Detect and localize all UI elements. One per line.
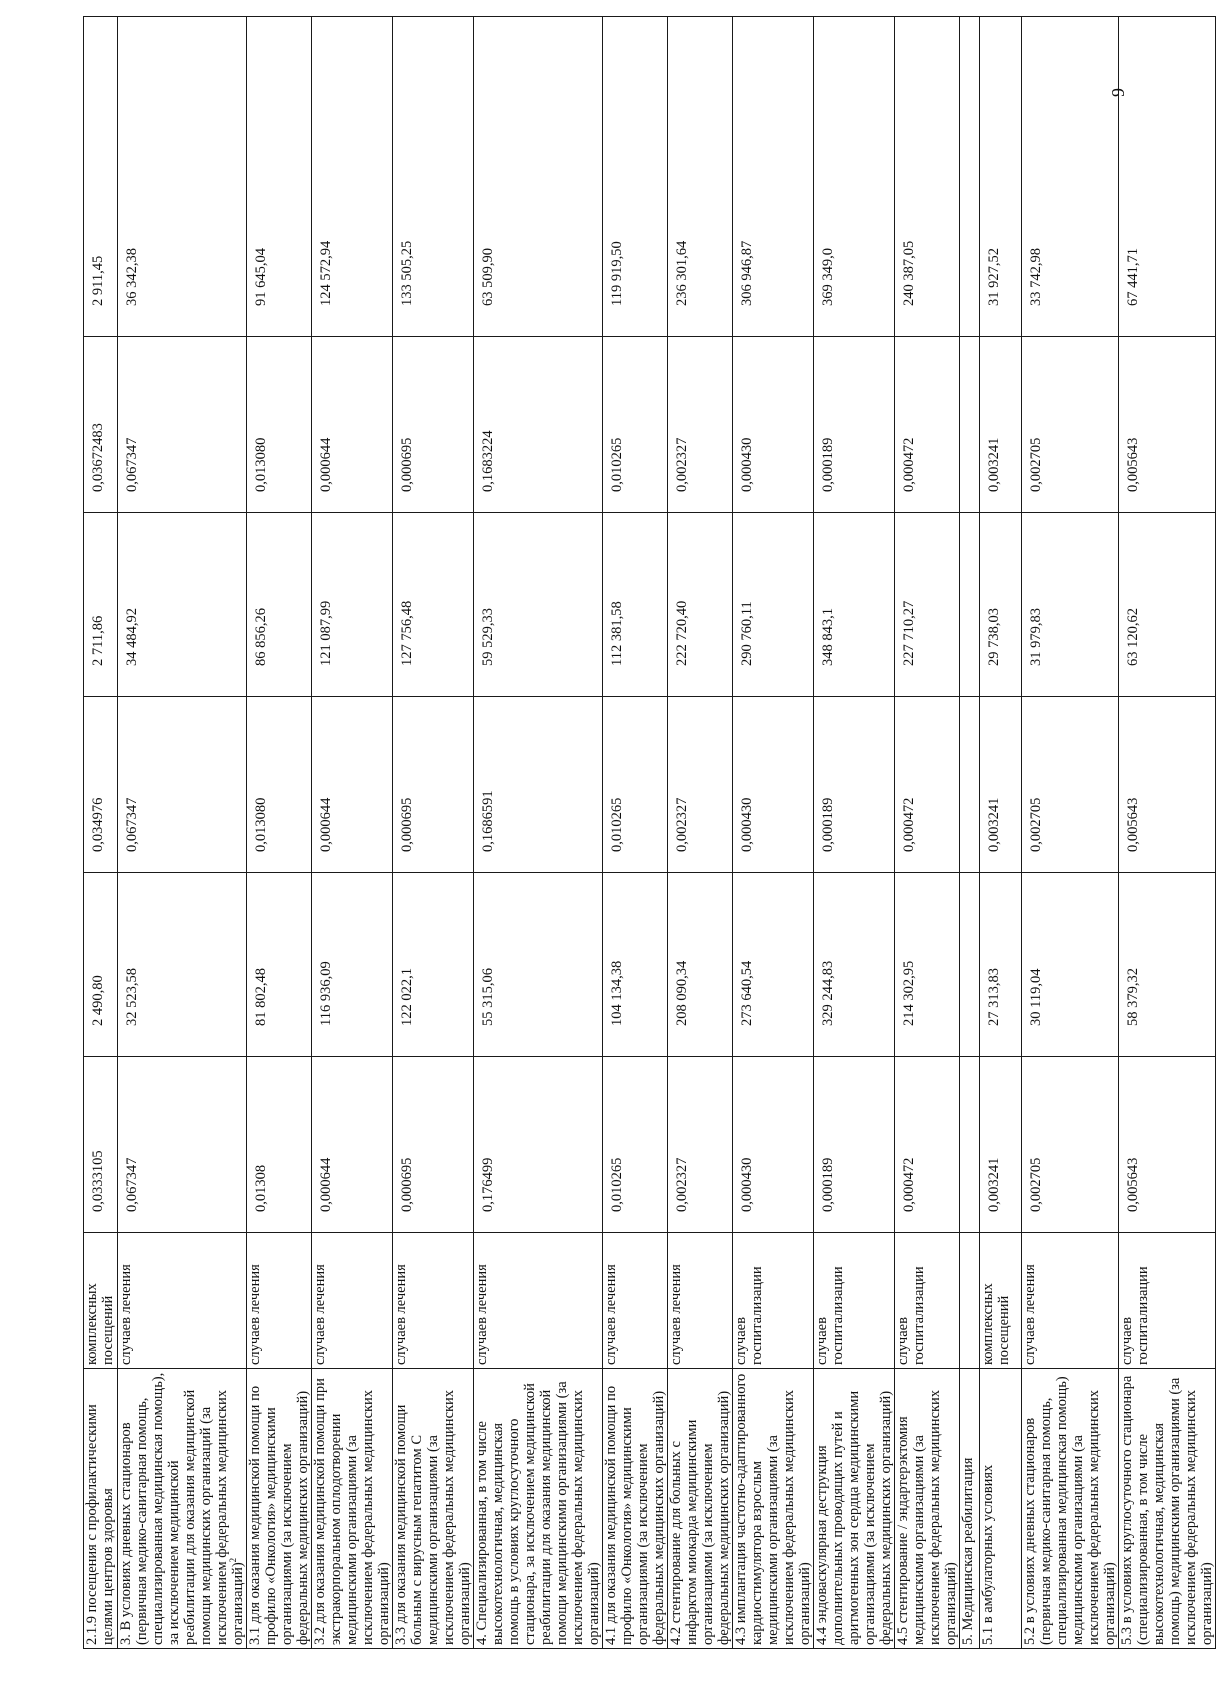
value-cell: 127 756,48 bbox=[393, 513, 474, 697]
value-cell: 0,000695 bbox=[393, 1057, 474, 1233]
value-cell bbox=[960, 697, 980, 873]
value-cell: 81 802,48 bbox=[247, 873, 312, 1057]
value-cell: 0,067347 bbox=[118, 337, 247, 513]
value-cell: 240 387,05 bbox=[895, 17, 960, 337]
value-cell: 0,000189 bbox=[814, 697, 895, 873]
value-cell bbox=[960, 873, 980, 1057]
table-row bbox=[1119, 17, 1216, 1649]
row-label: 3.3 для оказания медицинской помощи больным с вирусным гепатитом С медицинскими организациями (за исключением федеральных медицинских организаций) bbox=[393, 1369, 474, 1649]
row-label: 3.1 для оказания медицинской помощи по профилю «Онкология» медицинскими организациями (за исключением федеральных медицинских организаций) bbox=[247, 1369, 312, 1649]
unit-cell: случаев госпитализации bbox=[1119, 1233, 1216, 1369]
value-cell: 116 936,09 bbox=[312, 873, 393, 1057]
value-cell: 329 244,83 bbox=[814, 873, 895, 1057]
row-label: 5.1 в амбулаторных условиях bbox=[980, 1369, 1022, 1649]
value-cell: 0,002327 bbox=[668, 337, 733, 513]
value-cell: 0,000472 bbox=[895, 697, 960, 873]
value-cell: 27 313,83 bbox=[980, 873, 1022, 1057]
value-cell: 0,002327 bbox=[668, 1057, 733, 1233]
value-cell: 0,013080 bbox=[247, 697, 312, 873]
table-row bbox=[312, 17, 393, 1649]
value-cell: 33 742,98 bbox=[1022, 17, 1119, 337]
value-cell: 0,005643 bbox=[1119, 1057, 1216, 1233]
unit-cell: случаев лечения bbox=[474, 1233, 603, 1369]
row-label: 4.5 стентирование / эндартерэктомия медицинскими организациями (за исключением федеральных медицинских организаций) bbox=[895, 1369, 960, 1649]
value-cell: 236 301,64 bbox=[668, 17, 733, 337]
table-row bbox=[474, 17, 603, 1649]
value-cell: 86 856,26 bbox=[247, 513, 312, 697]
table-row bbox=[814, 17, 895, 1649]
value-cell: 119 919,50 bbox=[603, 17, 668, 337]
table-row bbox=[668, 17, 733, 1649]
value-cell: 0,002705 bbox=[1022, 1057, 1119, 1233]
table-row bbox=[118, 17, 247, 1649]
value-cell: 273 640,54 bbox=[733, 873, 814, 1057]
row-label: 4.4 эндоваскулярная деструкция дополнительных проводящих путей и аритмогенных зон сердца медицинскими организациями (за исключением федеральных медицинских организаций) bbox=[814, 1369, 895, 1649]
value-cell: 0,000472 bbox=[895, 337, 960, 513]
unit-cell: случаев лечения bbox=[1022, 1233, 1119, 1369]
unit-cell: случаев госпитализации bbox=[733, 1233, 814, 1369]
row-label: 3. В условиях дневных стационаров (первичная медико-санитарная помощь, специализированная медицинская помощь), за исключением медицинской реабилитации для оказания медицинской помощи медицинских организаций (за исключением федеральных медицинских организаций)$^2$ bbox=[118, 1369, 247, 1649]
value-cell: 0,000695 bbox=[393, 697, 474, 873]
table-row bbox=[895, 17, 960, 1649]
value-cell: 0,002327 bbox=[668, 697, 733, 873]
value-cell: 0,01308 bbox=[247, 1057, 312, 1233]
value-cell: 58 379,32 bbox=[1119, 873, 1216, 1057]
row-label: 2.1.9 посещения с профилактическими целями центров здоровья bbox=[84, 1369, 118, 1649]
value-cell: 59 529,33 bbox=[474, 513, 603, 697]
table-row bbox=[980, 17, 1022, 1649]
value-cell: 63 120,62 bbox=[1119, 513, 1216, 697]
value-cell: 0,067347 bbox=[118, 697, 247, 873]
row-label: 4.2 стентирование для больных с инфарктом миокарда медицинскими организациями (за исключением федеральных медицинских организаций) bbox=[668, 1369, 733, 1649]
value-cell: 0,000695 bbox=[393, 337, 474, 513]
value-cell: 29 738,03 bbox=[980, 513, 1022, 697]
row-label: 4.1 для оказания медицинской помощи по профилю «Онкология» медицинскими организациями (за исключением федеральных медицинских организаций) bbox=[603, 1369, 668, 1649]
value-cell: 0,000189 bbox=[814, 337, 895, 513]
row-label: 4.3 имплантация частотно-адаптированного кардиостимулятора взрослым медицинскими организациями (за исключением федеральных медицинских организаций) bbox=[733, 1369, 814, 1649]
value-cell: 0,003241 bbox=[980, 697, 1022, 873]
value-cell: 0,034976 bbox=[84, 697, 118, 873]
value-cell: 67 441,71 bbox=[1119, 17, 1216, 337]
row-label: 3.2 для оказания медицинской помощи при экстракорпоральном оплодотворении медицинскими организациями (за исключением федеральных медицинских организаций) bbox=[312, 1369, 393, 1649]
value-cell: 32 523,58 bbox=[118, 873, 247, 1057]
value-cell: 0,0333105 bbox=[84, 1057, 118, 1233]
value-cell: 348 843,1 bbox=[814, 513, 895, 697]
value-cell: 36 342,38 bbox=[118, 17, 247, 337]
table-row bbox=[960, 17, 980, 1649]
value-cell: 31 927,52 bbox=[980, 17, 1022, 337]
value-cell: 30 119,04 bbox=[1022, 873, 1119, 1057]
value-cell: 208 090,34 bbox=[668, 873, 733, 1057]
value-cell: 2 711,86 bbox=[84, 513, 118, 697]
value-cell: 124 572,94 bbox=[312, 17, 393, 337]
unit-cell: случаев лечения bbox=[312, 1233, 393, 1369]
value-cell: 91 645,04 bbox=[247, 17, 312, 337]
value-cell: 0,003241 bbox=[980, 337, 1022, 513]
value-cell: 0,000644 bbox=[312, 697, 393, 873]
unit-cell: случаев лечения bbox=[247, 1233, 312, 1369]
value-cell: 0,005643 bbox=[1119, 337, 1216, 513]
value-cell: 121 087,99 bbox=[312, 513, 393, 697]
value-cell: 0,002705 bbox=[1022, 697, 1119, 873]
value-cell: 306 946,87 bbox=[733, 17, 814, 337]
value-cell: 0,013080 bbox=[247, 337, 312, 513]
row-label: 5.2 в условиях дневных стационаров (первичная медико-санитарная помощь, специализированная медицинская помощь) медицинскими организациями (за исключением федеральных медицинских организаций) bbox=[1022, 1369, 1119, 1649]
value-cell: 2 490,80 bbox=[84, 873, 118, 1057]
value-cell: 2 911,45 bbox=[84, 17, 118, 337]
table-row bbox=[603, 17, 668, 1649]
value-cell: 55 315,06 bbox=[474, 873, 603, 1057]
value-cell: 0,000430 bbox=[733, 337, 814, 513]
unit-cell: случаев лечения bbox=[603, 1233, 668, 1369]
value-cell: 104 134,38 bbox=[603, 873, 668, 1057]
value-cell bbox=[960, 513, 980, 697]
normatives-table bbox=[83, 16, 1216, 1649]
value-cell: 290 760,11 bbox=[733, 513, 814, 697]
unit-cell: случаев лечения bbox=[118, 1233, 247, 1369]
unit-cell: случаев госпитализации bbox=[814, 1233, 895, 1369]
table-row bbox=[733, 17, 814, 1649]
value-cell: 0,067347 bbox=[118, 1057, 247, 1233]
value-cell: 227 710,27 bbox=[895, 513, 960, 697]
footnote-ref: 2 bbox=[228, 1557, 239, 1563]
value-cell: 63 509,90 bbox=[474, 17, 603, 337]
value-cell: 214 302,95 bbox=[895, 873, 960, 1057]
table-row bbox=[393, 17, 474, 1649]
table-row bbox=[247, 17, 312, 1649]
value-cell: 0,000430 bbox=[733, 1057, 814, 1233]
value-cell: 0,010265 bbox=[603, 337, 668, 513]
value-cell: 222 720,40 bbox=[668, 513, 733, 697]
row-label: 5. Медицинская реабилитация bbox=[960, 1369, 980, 1649]
row-label: 5.3 в условиях круглосуточного стационара (специализированная, в том числе высокотехнологичная, медицинская помощь) медицинскими организациями (за исключением федеральных медицинских организаций) bbox=[1119, 1369, 1216, 1649]
value-cell: 0,1686591 bbox=[474, 697, 603, 873]
page-number: 9 bbox=[1108, 88, 1128, 97]
table-row bbox=[84, 17, 118, 1649]
value-cell: 133 505,25 bbox=[393, 17, 474, 337]
value-cell: 31 979,83 bbox=[1022, 513, 1119, 697]
unit-cell bbox=[960, 1233, 980, 1369]
value-cell: 34 484,92 bbox=[118, 513, 247, 697]
value-cell: 0,000430 bbox=[733, 697, 814, 873]
value-cell: 0,000189 bbox=[814, 1057, 895, 1233]
value-cell bbox=[960, 337, 980, 513]
table-row bbox=[1022, 17, 1119, 1649]
value-cell: 0,000644 bbox=[312, 1057, 393, 1233]
value-cell bbox=[960, 1057, 980, 1233]
value-cell: 0,005643 bbox=[1119, 697, 1216, 873]
unit-cell: комплексных посещений bbox=[84, 1233, 118, 1369]
value-cell: 0,03672483 bbox=[84, 337, 118, 513]
row-label: 4. Специализированная, в том числе высокотехнологичная, медицинская помощь в условиях круглосуточного стационара, за исключением медицинской реабилитации для оказания медицинской помощи медицинскими организациями (за исключением федеральных медицинских организаций) bbox=[474, 1369, 603, 1649]
unit-cell: комплексных посещений bbox=[980, 1233, 1022, 1369]
value-cell: 0,010265 bbox=[603, 697, 668, 873]
value-cell: 0,010265 bbox=[603, 1057, 668, 1233]
value-cell: 0,002705 bbox=[1022, 337, 1119, 513]
value-cell: 0,000644 bbox=[312, 337, 393, 513]
value-cell: 0,1683224 bbox=[474, 337, 603, 513]
value-cell: 0,176499 bbox=[474, 1057, 603, 1233]
unit-cell: случаев лечения bbox=[668, 1233, 733, 1369]
value-cell: 112 381,58 bbox=[603, 513, 668, 697]
value-cell: 122 022,1 bbox=[393, 873, 474, 1057]
unit-cell: случаев госпитализации bbox=[895, 1233, 960, 1369]
value-cell: 0,000472 bbox=[895, 1057, 960, 1233]
unit-cell: случаев лечения bbox=[393, 1233, 474, 1369]
value-cell: 0,003241 bbox=[980, 1057, 1022, 1233]
value-cell bbox=[960, 17, 980, 337]
value-cell: 369 349,0 bbox=[814, 17, 895, 337]
